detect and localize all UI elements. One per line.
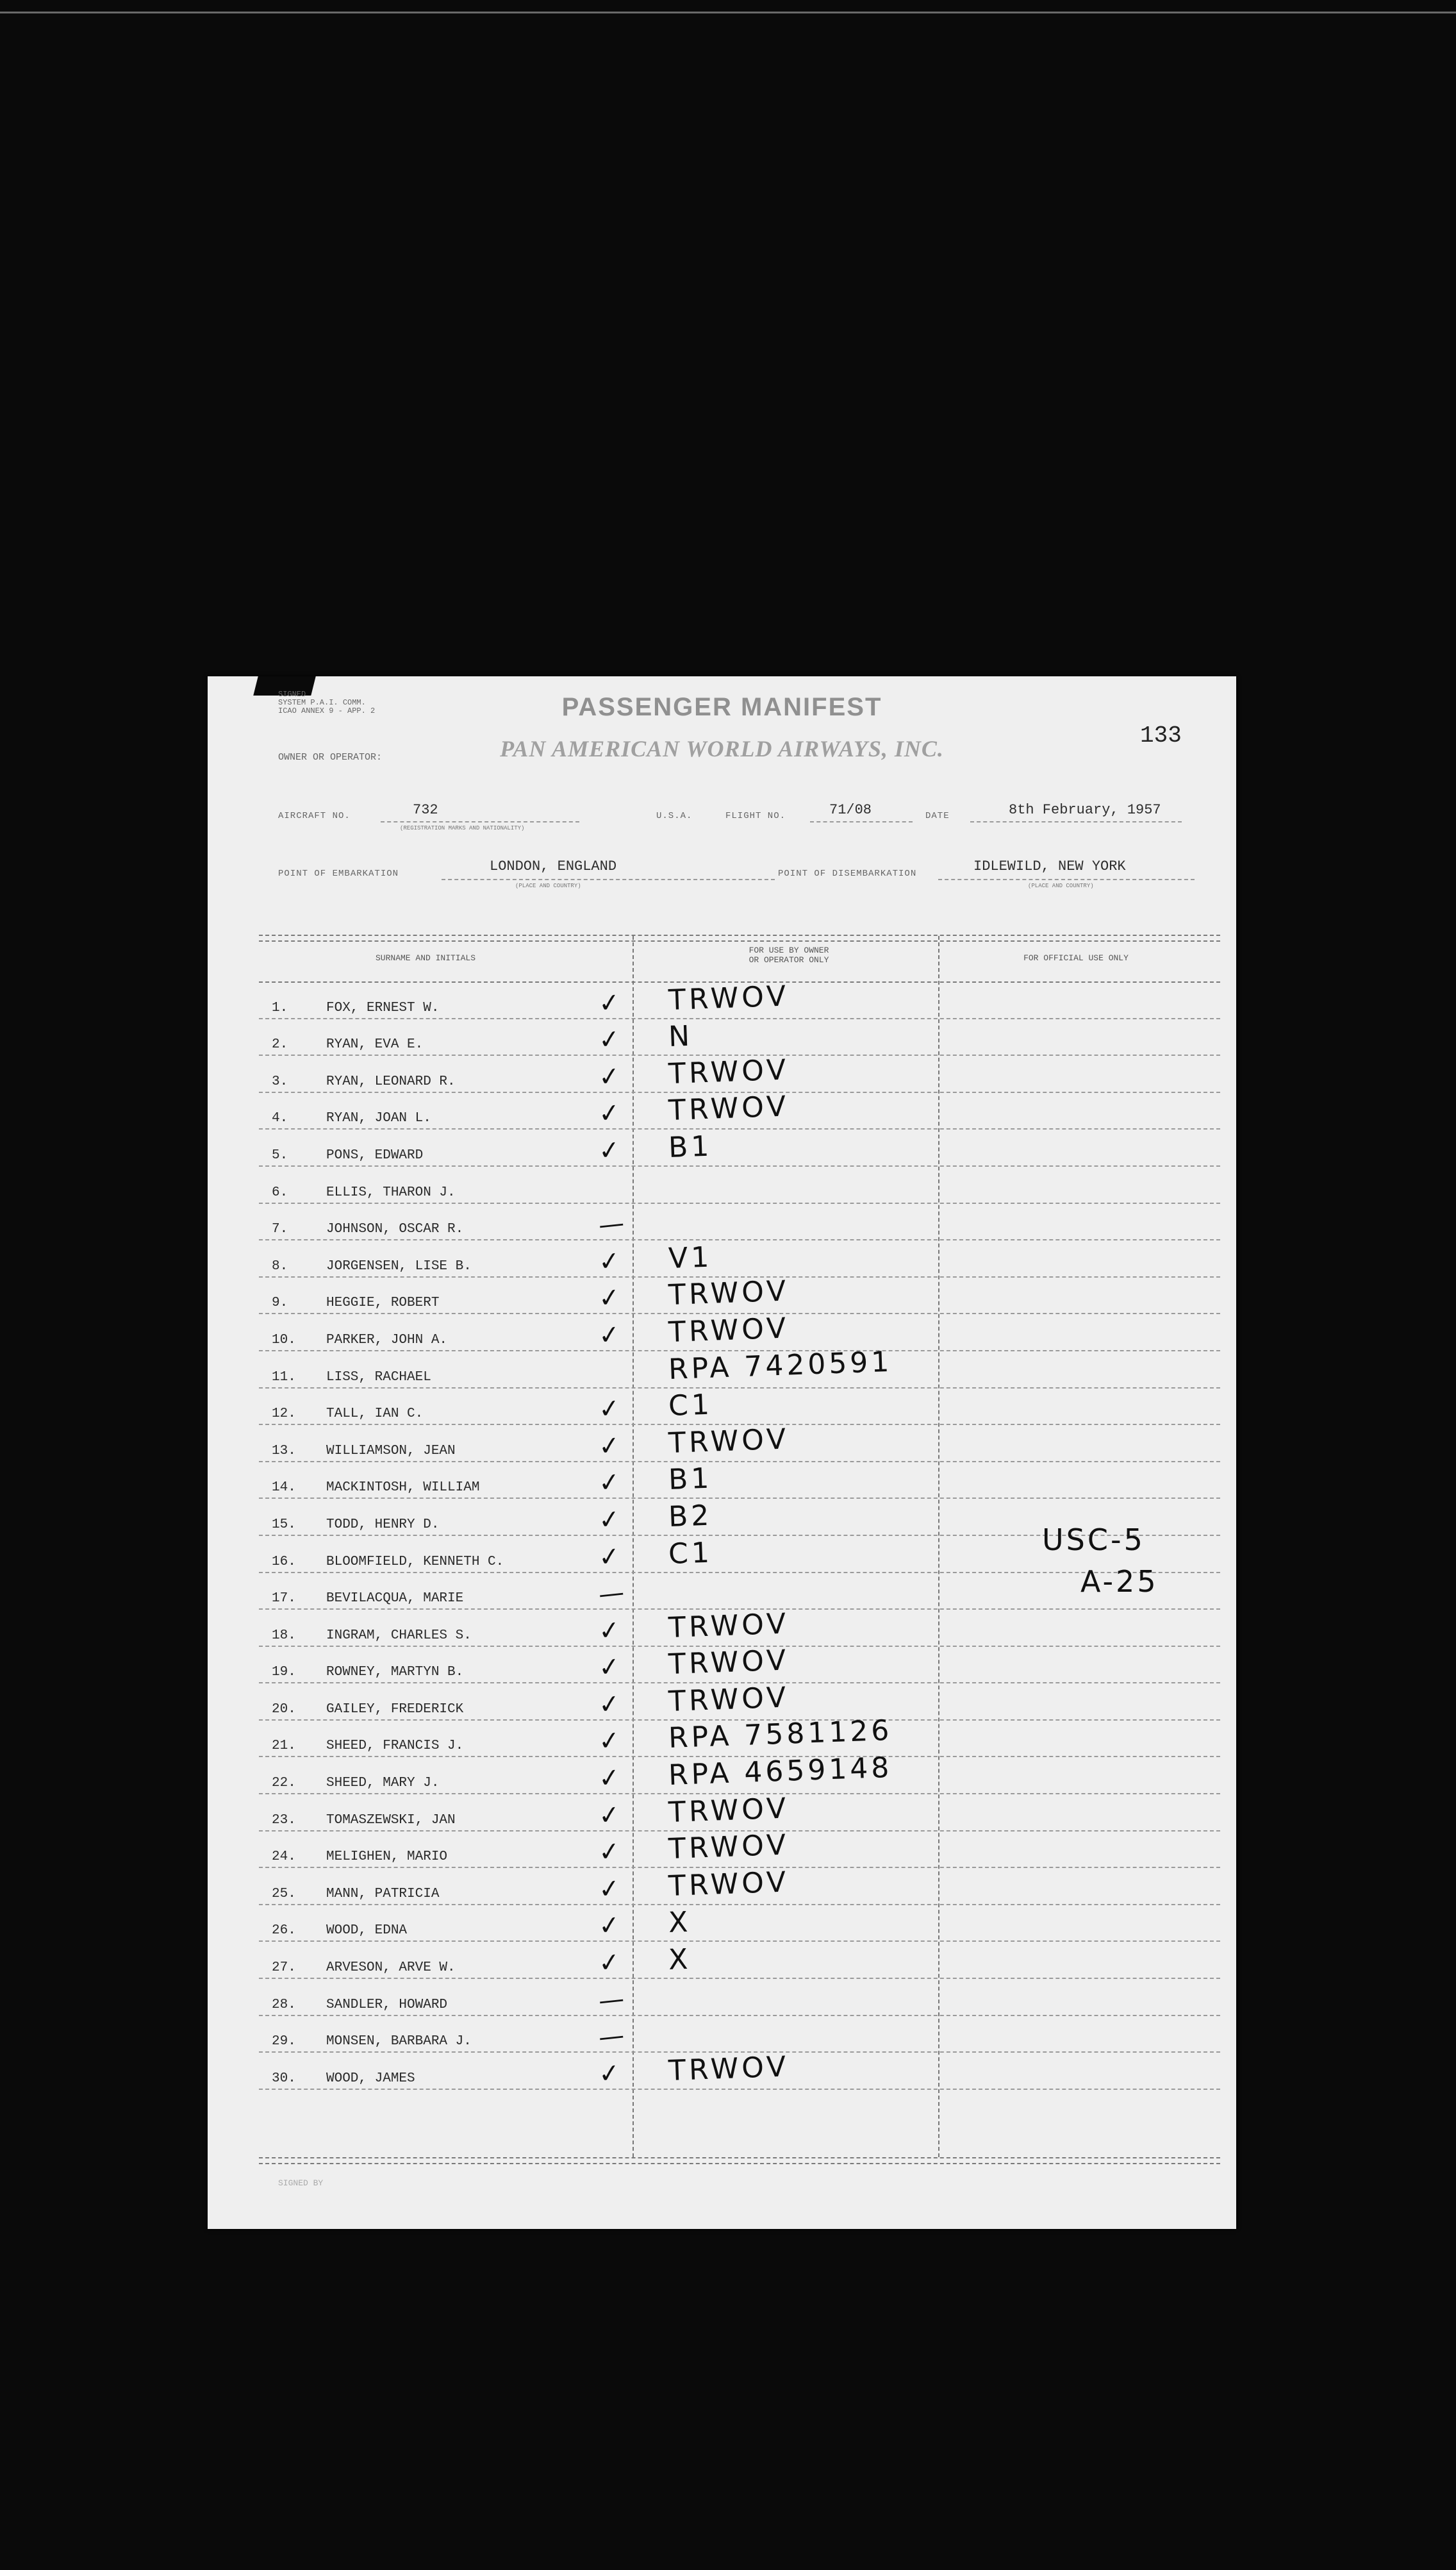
disembarkation-label: POINT OF DISEMBARKATION (778, 869, 917, 879)
table-row (259, 1019, 1220, 1056)
table-top-rule-2 (259, 940, 1220, 942)
table-row (259, 1828, 1220, 1869)
passenger-name: SANDLER, HOWARD (326, 1997, 448, 2012)
passenger-name: MACKINTOSH, WILLIAM (326, 1480, 480, 1496)
table-row (259, 1204, 1220, 1241)
row-number: 21. (272, 1739, 296, 1754)
row-number: 13. (272, 1443, 296, 1458)
check-mark: ✓ (597, 1762, 622, 1794)
passenger-name: GAILEY, FREDERICK (326, 1701, 464, 1717)
status-code: TRWOV (668, 1312, 790, 1349)
row-number: 14. (272, 1480, 296, 1496)
passenger-name: PARKER, JOHN A. (326, 1332, 448, 1348)
table-row (259, 2016, 1220, 2053)
status-code: C1 (668, 1388, 713, 1423)
row-number: 11. (272, 1369, 296, 1385)
status-code: TRWOV (668, 1053, 790, 1090)
row-number: 12. (272, 1406, 296, 1422)
flight-label: FLIGHT NO. (725, 811, 786, 821)
check-mark: ✓ (597, 1615, 622, 1647)
page-number: 133 (1140, 722, 1182, 749)
check-mark: — (597, 1983, 626, 2016)
passenger-name: MANN, PATRICIA (326, 1886, 440, 1901)
form-title: PASSENGER MANIFEST (561, 693, 882, 721)
passenger-name: WOOD, EDNA (326, 1923, 408, 1939)
row-number: 26. (272, 1923, 296, 1939)
table-row (259, 1090, 1220, 1130)
disembarkation-value: IDLEWILD, NEW YORK (973, 858, 1126, 874)
table-row (259, 1751, 1220, 1794)
status-code: N (668, 1019, 693, 1054)
check-mark: ✓ (597, 1393, 622, 1425)
check-mark: ✓ (597, 1836, 622, 1868)
flight-number: 71/08 (829, 802, 872, 818)
check-mark: ✓ (597, 2058, 622, 2090)
status-code: X (668, 1906, 692, 1940)
status-code: TRWOV (668, 1865, 790, 1903)
passenger-name: RYAN, JOAN L. (326, 1111, 431, 1126)
table-row (259, 1573, 1220, 1610)
table-row (259, 1942, 1220, 1979)
passenger-name: ELLIS, THARON J. (326, 1185, 456, 1200)
official-note-1: USC-5 (1042, 1523, 1145, 1557)
table-row (259, 1714, 1220, 1758)
aircraft-underline (381, 821, 579, 822)
passenger-name: JOHNSON, OSCAR R. (326, 1222, 464, 1237)
check-mark: ✓ (597, 1504, 622, 1536)
passenger-name: SHEED, FRANCIS J. (326, 1739, 464, 1754)
table-row (259, 1644, 1220, 1684)
row-number: 3. (272, 1074, 288, 1089)
passenger-name: SHEED, MARY J. (326, 1776, 440, 1791)
column-surname: SURNAME AND INITIALS (375, 953, 476, 963)
aircraft-number: 732 (413, 802, 438, 818)
check-mark: ✓ (597, 987, 622, 1019)
passenger-name: INGRAM, CHARLES S. (326, 1628, 472, 1643)
aircraft-label: AIRCRAFT NO. (278, 811, 351, 821)
flight-date: 8th February, 1957 (1009, 802, 1161, 818)
status-code: TRWOV (668, 2050, 790, 2087)
passenger-name: TALL, IAN C. (326, 1406, 424, 1422)
scan-top-edge (0, 12, 1456, 13)
passenger-name: RYAN, LEONARD R. (326, 1074, 456, 1089)
check-mark: ✓ (597, 1282, 622, 1314)
check-mark: ✓ (597, 1246, 622, 1278)
table-row (259, 1905, 1220, 1942)
row-number: 7. (272, 1222, 288, 1237)
row-number: 5. (272, 1147, 288, 1163)
embarkation-label: POINT OF EMBARKATION (278, 869, 399, 879)
table-row (259, 1794, 1220, 1832)
passenger-name: TODD, HENRY D. (326, 1517, 440, 1532)
check-mark: ✓ (597, 1689, 622, 1721)
column-owner-use: FOR USE BY OWNER OR OPERATOR ONLY (749, 946, 829, 965)
passenger-name: MELIGHEN, MARIO (326, 1849, 448, 1865)
check-mark: ✓ (597, 1430, 622, 1462)
embarkation-sublabel: (PLACE AND COUNTRY) (515, 883, 581, 889)
status-code: TRWOV (668, 1607, 790, 1644)
check-mark: ✓ (597, 1651, 622, 1683)
row-number: 30. (272, 2071, 296, 2086)
row-number: 19. (272, 1665, 296, 1680)
check-mark: ✓ (597, 1097, 622, 1130)
status-code: X (668, 1942, 692, 1977)
row-number: 17. (272, 1591, 296, 1606)
row-number: 15. (272, 1517, 296, 1532)
passenger-name: FOX, ERNEST W. (326, 1000, 440, 1015)
table-row (259, 1274, 1220, 1315)
row-number: 10. (272, 1332, 296, 1348)
row-number: 18. (272, 1628, 296, 1643)
table-row (259, 1425, 1220, 1462)
country-label: U.S.A. (656, 811, 693, 821)
status-code: TRWOV (668, 1274, 790, 1312)
row-number: 1. (272, 1000, 288, 1015)
table-row (259, 982, 1220, 1019)
row-number: 25. (272, 1886, 296, 1901)
form-reference: SIGNED SYSTEM P.A.I. COMM. ICAO ANNEX 9 - APP. 2 (278, 690, 376, 715)
status-code: TRWOV (668, 1644, 790, 1681)
check-mark: ✓ (597, 1873, 622, 1905)
status-code: B1 (668, 1130, 713, 1164)
passenger-name: ARVESON, ARVE W. (326, 1960, 456, 1976)
status-code: TRWOV (668, 1828, 790, 1866)
table-row (259, 1462, 1220, 1499)
status-code: TRWOV (668, 980, 790, 1017)
passenger-name: HEGGIE, ROBERT (326, 1296, 440, 1311)
row-number: 9. (272, 1296, 288, 1311)
manifest-sheet (208, 676, 1236, 2229)
status-code: B1 (668, 1462, 713, 1497)
check-mark: — (597, 1578, 626, 1610)
embarkation-underline (442, 879, 775, 880)
check-mark: ✓ (597, 1061, 622, 1093)
passenger-name: TOMASZEWSKI, JAN (326, 1812, 456, 1828)
table-row (259, 1314, 1220, 1351)
table-row (259, 1345, 1220, 1389)
check-mark: ✓ (597, 1725, 622, 1758)
table-bottom-rule (259, 2157, 1220, 2158)
table-row (259, 1865, 1220, 1905)
passenger-name: BEVILACQUA, MARIE (326, 1591, 464, 1606)
row-number: 8. (272, 1258, 288, 1274)
status-code: RPA 7420591 (668, 1345, 893, 1386)
status-code: RPA 7581126 (668, 1714, 893, 1755)
check-mark: ✓ (597, 1799, 622, 1832)
operator-name: PAN AMERICAN WORLD AIRWAYS, INC. (500, 736, 944, 762)
table-row (259, 1979, 1220, 2016)
check-mark: — (597, 2021, 626, 2053)
check-mark: ✓ (597, 1947, 622, 1979)
status-code: B2 (668, 1499, 713, 1533)
passenger-name: ROWNEY, MARTYN B. (326, 1665, 464, 1680)
date-underline (970, 821, 1182, 822)
disembarkation-sublabel: (PLACE AND COUNTRY) (1028, 883, 1094, 889)
check-mark: ✓ (597, 1135, 622, 1167)
aircraft-sublabel: (REGISTRATION MARKS AND NATIONALITY) (400, 825, 525, 831)
row-number: 29. (272, 2034, 296, 2049)
check-mark: ✓ (597, 1467, 622, 1499)
status-code: RPA 4659148 (668, 1751, 893, 1792)
row-number: 20. (272, 1701, 296, 1717)
signed-label: SIGNED BY (278, 2178, 324, 2188)
check-mark: ✓ (597, 1910, 622, 1942)
table-bottom-rule-2 (259, 2163, 1220, 2164)
passenger-name: BLOOMFIELD, KENNETH C. (326, 1554, 504, 1569)
row-number: 22. (272, 1776, 296, 1791)
status-code: TRWOV (668, 1792, 790, 1829)
embarkation-value: LONDON, ENGLAND (490, 858, 617, 874)
passenger-name: JORGENSEN, LISE B. (326, 1258, 472, 1274)
status-code: V1 (668, 1240, 713, 1275)
official-note-2: A-25 (1080, 1564, 1159, 1599)
table-row (259, 1607, 1220, 1647)
date-label: DATE (925, 811, 950, 821)
passenger-name: RYAN, EVA E. (326, 1037, 424, 1053)
row-number: 6. (272, 1185, 288, 1200)
row-number: 28. (272, 1997, 296, 2012)
row-number: 27. (272, 1960, 296, 1976)
row-number: 16. (272, 1554, 296, 1569)
passenger-name: WOOD, JAMES (326, 2071, 415, 2086)
row-number: 4. (272, 1111, 288, 1126)
passenger-name: PONS, EDWARD (326, 1147, 424, 1163)
table-row (259, 1053, 1220, 1093)
passenger-name: WILLIAMSON, JEAN (326, 1443, 456, 1458)
row-number: 24. (272, 1849, 296, 1865)
check-mark: ✓ (597, 1319, 622, 1351)
owner-label: OWNER OR OPERATOR: (278, 752, 383, 763)
passenger-name: LISS, RACHAEL (326, 1369, 431, 1385)
table-row (259, 1683, 1220, 1721)
disembarkation-underline (938, 879, 1195, 880)
status-code: TRWOV (668, 1090, 790, 1128)
table-top-rule (259, 935, 1220, 936)
flight-underline (810, 821, 913, 822)
check-mark: ✓ (597, 1540, 622, 1573)
row-number: 2. (272, 1037, 288, 1053)
status-code: TRWOV (668, 1423, 790, 1460)
table-row (259, 1240, 1220, 1278)
row-number: 23. (272, 1812, 296, 1828)
status-code: TRWOV (668, 1681, 790, 1718)
table-row (259, 1130, 1220, 1167)
table-row (259, 2050, 1220, 2090)
column-official-use: FOR OFFICIAL USE ONLY (1023, 953, 1129, 963)
check-mark: ✓ (597, 1024, 622, 1056)
status-code: C1 (668, 1536, 713, 1571)
check-mark: — (597, 1208, 626, 1241)
table-row (259, 1389, 1220, 1426)
passenger-name: MONSEN, BARBARA J. (326, 2034, 472, 2049)
table-row (259, 1167, 1220, 1204)
